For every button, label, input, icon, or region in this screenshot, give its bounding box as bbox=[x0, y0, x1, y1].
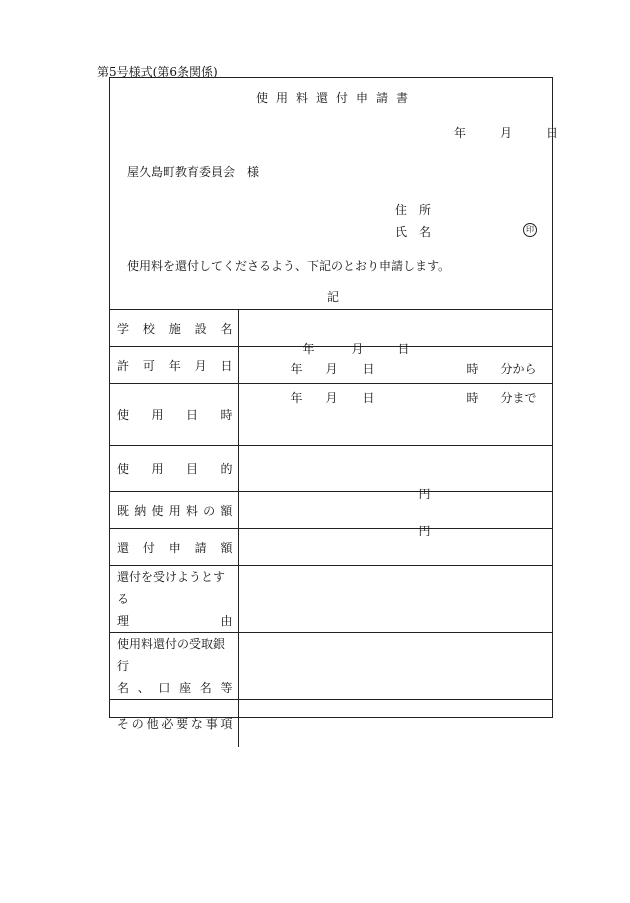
from-month: 月 bbox=[325, 362, 338, 376]
request-statement: 使用料を還付してくださるよう、下記のとおり申請します。 bbox=[127, 259, 451, 273]
date-month: 月 bbox=[500, 126, 513, 140]
ki-heading: 記 bbox=[327, 290, 340, 304]
refund-yen: 円 bbox=[418, 524, 431, 538]
value-usage-datetime[interactable] bbox=[238, 362, 552, 446]
row-refund-amount bbox=[110, 529, 552, 566]
label-paid-fee: 既 納 使 用 料 の 額 bbox=[117, 503, 233, 518]
seal-mark: 印 bbox=[523, 223, 537, 237]
form-number: 第5号様式(第6条関係) bbox=[97, 65, 218, 79]
label-bank-2: 名 、 口 座 名 等 bbox=[117, 681, 233, 695]
label-bank-1: 使用料還付の受取銀行 bbox=[117, 637, 226, 673]
label-other: そ の 他 必 要 な 事 項 bbox=[117, 716, 233, 731]
date-year: 年 bbox=[454, 126, 467, 140]
permit-month: 月 bbox=[351, 342, 364, 356]
address-label: 住 所 bbox=[395, 203, 432, 217]
to-month: 月 bbox=[325, 391, 338, 405]
value-bank[interactable] bbox=[238, 633, 552, 700]
to-minute: 分まで bbox=[500, 391, 537, 405]
row-paid-fee bbox=[110, 492, 552, 529]
label-school-facility: 学 校 施 設 名 bbox=[117, 321, 233, 336]
row-bank bbox=[110, 633, 552, 700]
from-year: 年 bbox=[290, 362, 303, 376]
form-title: 使用料還付申請書 bbox=[256, 91, 417, 105]
value-refund-amount[interactable] bbox=[238, 524, 552, 566]
label-usage-datetime: 使 用 日 時 bbox=[117, 408, 233, 422]
value-refund-reason[interactable] bbox=[238, 566, 552, 633]
date-day: 日 bbox=[546, 126, 559, 140]
from-hour: 時 bbox=[466, 362, 479, 376]
paid-fee-yen: 円 bbox=[418, 487, 431, 501]
to-hour: 時 bbox=[466, 391, 479, 405]
label-refund-reason-2: 理 由 bbox=[117, 614, 233, 628]
row-usage-datetime bbox=[110, 384, 552, 446]
from-minute: 分から bbox=[500, 362, 537, 376]
row-other bbox=[110, 700, 552, 747]
value-paid-fee[interactable] bbox=[238, 487, 552, 529]
name-label: 氏 名 bbox=[395, 225, 432, 239]
items-table bbox=[110, 309, 552, 747]
value-other[interactable] bbox=[238, 700, 552, 747]
application-date bbox=[454, 124, 558, 141]
label-refund-amount: 還 付 申 請 額 bbox=[117, 540, 233, 555]
to-year: 年 bbox=[290, 391, 303, 405]
label-permit-date: 許 可 年 月 日 bbox=[117, 358, 233, 373]
application-form bbox=[109, 77, 559, 731]
row-usage-purpose bbox=[110, 446, 552, 492]
permit-day: 日 bbox=[397, 342, 410, 356]
label-refund-reason-1: 還付を受けようとする bbox=[117, 570, 226, 606]
row-school-facility bbox=[110, 310, 552, 347]
label-usage-purpose: 使 用 目 的 bbox=[117, 462, 233, 476]
to-day: 日 bbox=[362, 391, 375, 405]
value-school-facility[interactable] bbox=[238, 310, 552, 347]
row-refund-reason bbox=[110, 566, 552, 633]
value-usage-purpose[interactable] bbox=[238, 446, 552, 492]
permit-year: 年 bbox=[302, 342, 315, 356]
addressee: 屋久島町教育委員会 様 bbox=[127, 165, 260, 179]
from-day: 日 bbox=[362, 362, 375, 376]
